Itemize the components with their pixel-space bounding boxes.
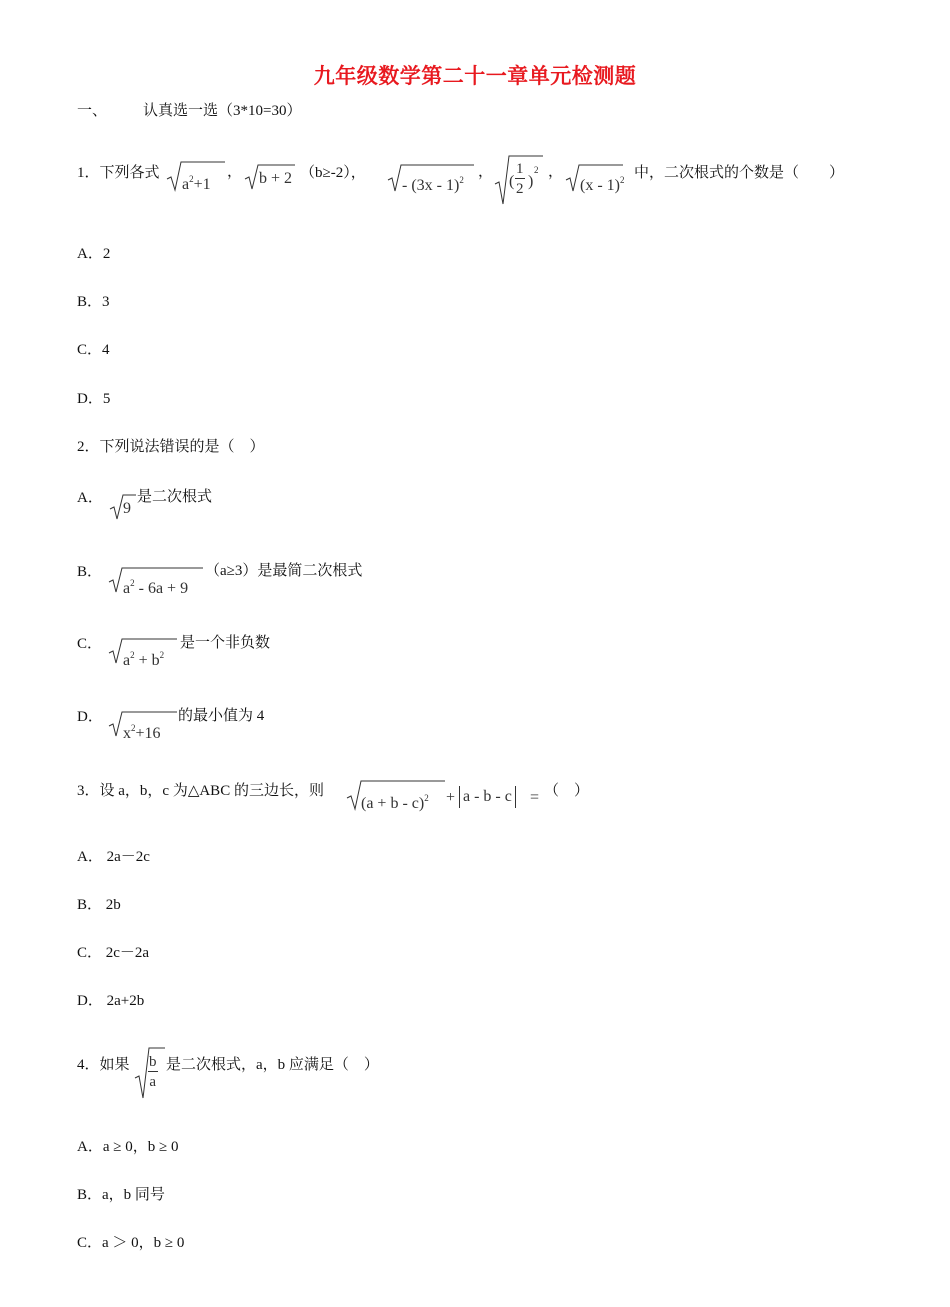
q1-option-a: A．2	[77, 246, 111, 262]
q1-expr-4-exponent: 2	[534, 165, 539, 175]
q2-option-c-expr: $a^2 + b^2$	[123, 650, 165, 669]
q2-option-d-label: D．	[77, 709, 103, 725]
q3-tail: （ ）	[544, 783, 590, 799]
q1-expr-2: b + 2	[259, 170, 293, 187]
q1-expr-5: (x - 1)$^2$	[580, 175, 625, 194]
q3-radical-expr: $(a + b - c)^2$	[361, 793, 429, 812]
q4-stem: 4．如果	[77, 1057, 130, 1073]
q4-option-a: A．a ≥ 0，b ≥ 0	[77, 1139, 179, 1155]
q3-option-b: B． 2b	[77, 897, 121, 913]
q1-option-d: D．5	[77, 391, 111, 407]
q3-stem: 3．设 a，b，c 为△ABC 的三边长，则	[77, 783, 324, 799]
q2-option-b-expr: $a^2 - 6a + 9$	[123, 578, 189, 597]
q1-fraction-half	[515, 160, 525, 199]
q4-fraction-denominator: a	[149, 1074, 157, 1090]
q4-option-c: C．a ＞ 0，b ≥ 0	[77, 1235, 185, 1251]
q1-expr-1: $a^2+1$	[182, 174, 211, 193]
q1-sep-3: ，	[548, 164, 564, 180]
q1-paren-left: (	[509, 173, 515, 190]
q2-option-b-label: B．	[77, 564, 103, 580]
q3-option-c: C． 2c－2a	[77, 945, 150, 961]
q2-option-a-label: A．	[77, 490, 103, 506]
q2-option-b-text: （a≥3）是最简二次根式	[205, 563, 363, 579]
q2-option-a-text: 是二次根式	[137, 489, 213, 505]
q2-option-d-text: 的最小值为 4	[178, 708, 265, 724]
q2-stem: 2．下列说法错误的是（ ）	[77, 439, 265, 455]
q3-equals: =	[530, 789, 540, 806]
q1-option-b: B．3	[77, 294, 110, 310]
q4-fraction	[148, 1053, 158, 1092]
q1-option-c: C．4	[77, 342, 110, 358]
q1-sep-2: ，	[478, 164, 494, 180]
q4-tail: 是二次根式，a，b 应满足（ ）	[166, 1057, 379, 1073]
q1-condition: （b≥-2），	[300, 165, 366, 181]
q4-fraction-numerator: b	[149, 1054, 157, 1070]
q1-fraction-denominator: 2	[516, 181, 524, 197]
q1-sep-1: ，	[227, 164, 243, 180]
q3-absolute-value: a - b - c	[459, 786, 516, 808]
section-number: 一、	[77, 103, 108, 119]
q1-prefix: 1．下列各式	[77, 165, 160, 181]
q3-option-d: D． 2a+2b	[77, 993, 145, 1009]
q1-suffix: 中，二次根式的个数是（ ）	[634, 165, 845, 181]
q4-option-b: B．a，b 同号	[77, 1187, 165, 1203]
q3-plus: +	[446, 789, 456, 806]
q2-option-a-expr: 9	[123, 500, 131, 517]
q1-expr-3: - (3x - 1)$^2$	[402, 175, 464, 194]
section-label: 认真选一选（3*10=30）	[143, 103, 302, 119]
page-title: 九年级数学第二十一章单元检测题	[313, 64, 637, 88]
q1-fraction-numerator: 1	[516, 161, 524, 177]
q2-option-c-label: C．	[77, 636, 103, 652]
q2-option-d-expr: $x^2+16$	[123, 723, 161, 742]
q2-option-c-text: 是一个非负数	[180, 635, 271, 651]
q3-option-a: A． 2a－2c	[77, 849, 150, 865]
q1-paren-right: )	[528, 173, 534, 190]
